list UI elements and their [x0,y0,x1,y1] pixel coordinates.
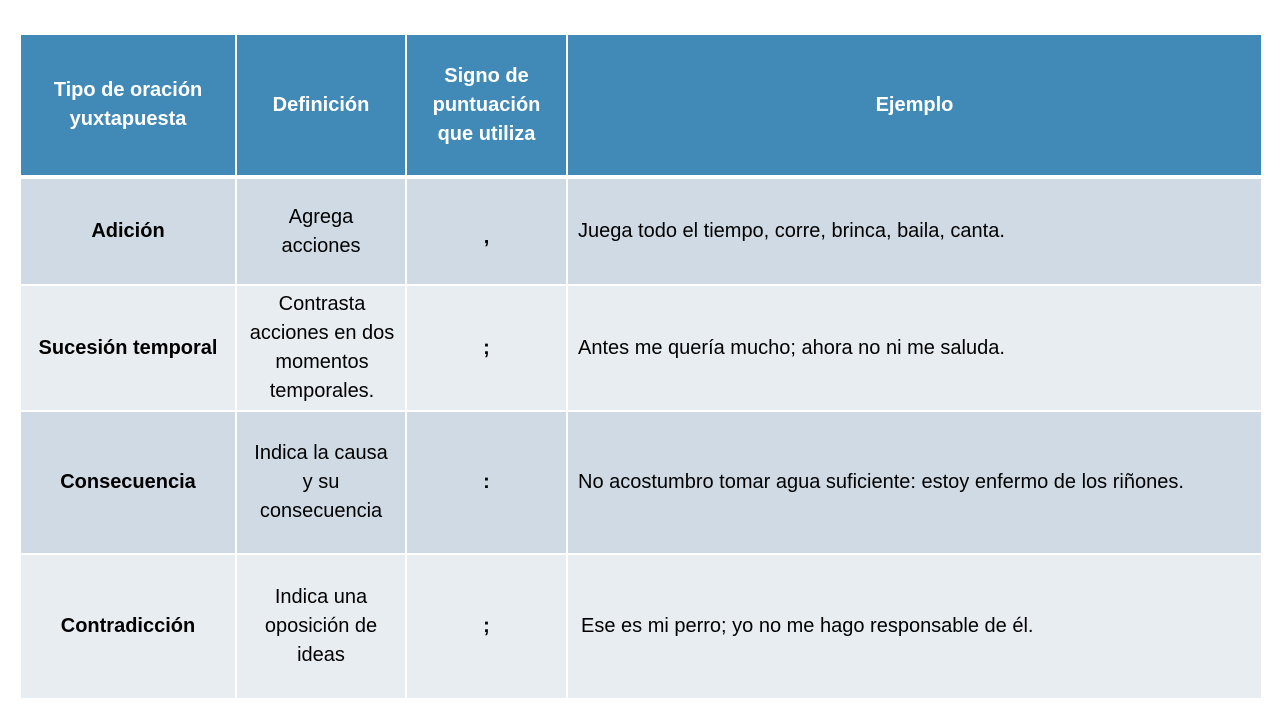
header-ejemplo: Ejemplo [567,34,1262,177]
definicion-cell: Agrega acciones [236,177,406,285]
header-definicion: Definición [236,34,406,177]
signo-cell: : [406,411,567,554]
table-header-row [20,34,1262,177]
tipo-cell: Sucesión temporal [20,285,236,411]
tipo-cell: Adición [20,177,236,285]
table-row [20,411,1262,554]
ejemplo-cell: Ese es mi perro; yo no me hago responsable de él. [567,554,1262,699]
ejemplo-cell: Juega todo el tiempo, corre, brinca, baila, canta. [567,177,1262,285]
signo-cell: ; [406,285,567,411]
table-row [20,177,1262,285]
table-row [20,285,1262,411]
definicion-cell: Indica una oposición de ideas [236,554,406,699]
tipo-cell: Consecuencia [20,411,236,554]
ejemplo-cell: Antes me quería mucho; ahora no ni me saluda. [567,285,1262,411]
tipo-cell: Contradicción [20,554,236,699]
ejemplo-cell: No acostumbro tomar agua suficiente: estoy enfermo de los riñones. [567,411,1262,554]
header-signo: Signo de puntuación que utiliza [406,34,567,177]
juxtaposed-sentences-table [19,33,1263,700]
signo-cell: ; [406,554,567,699]
header-tipo: Tipo de oración yuxtapuesta [20,34,236,177]
definicion-cell: Contrasta acciones en dos momentos temporales. [236,285,406,411]
signo-cell: , [406,177,567,285]
definicion-cell: Indica la causa y su consecuencia [236,411,406,554]
table-row [20,554,1262,699]
